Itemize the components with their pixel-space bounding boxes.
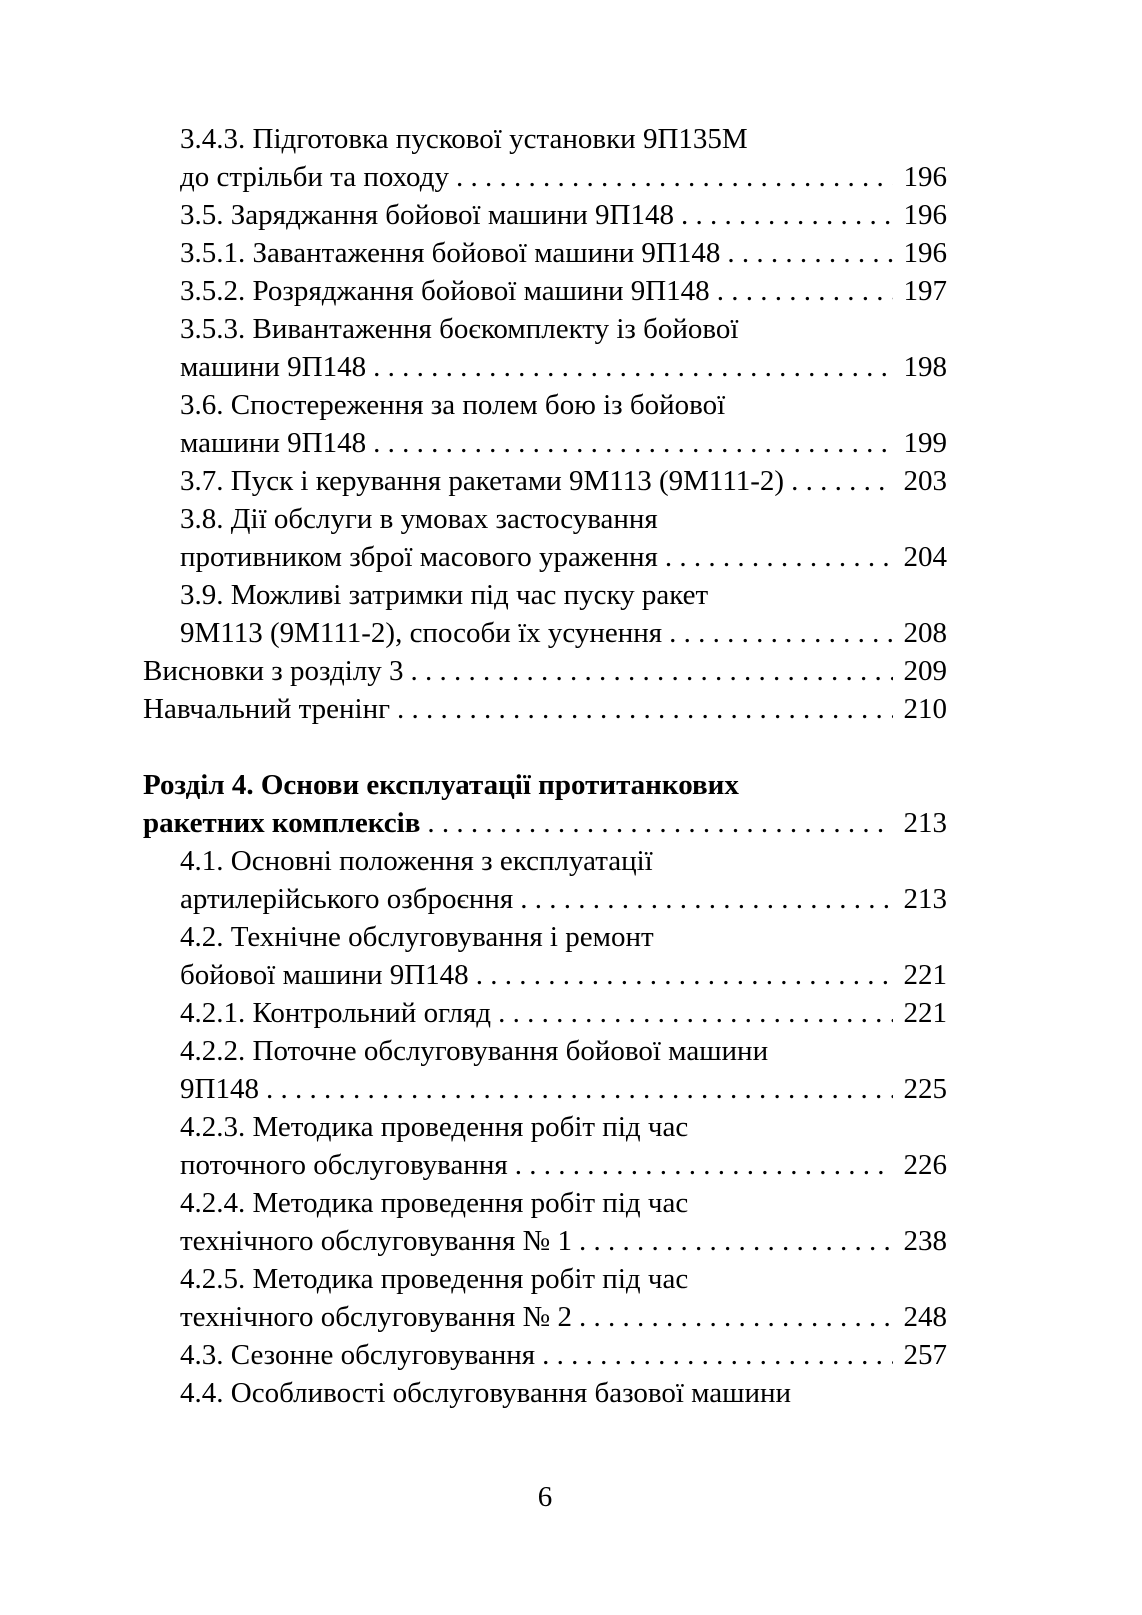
toc-entry bbox=[143, 196, 947, 234]
toc-entry-title: 4.2. Технічне обслуговування і ремонт bbox=[180, 921, 654, 953]
toc-entry-title: 3.6. Спостереження за полем бою із бойової bbox=[180, 389, 726, 421]
page-number: 6 bbox=[537, 1481, 553, 1513]
toc-entry-title: Розділ 4. Основи експлуатації протитанкових bbox=[143, 769, 739, 801]
toc-entry bbox=[143, 310, 947, 348]
dot-leader bbox=[373, 348, 893, 386]
toc-entry bbox=[143, 766, 947, 804]
dot-leader bbox=[727, 234, 893, 272]
toc-entry-page: 226 bbox=[903, 1149, 947, 1181]
dot-leader bbox=[579, 1222, 893, 1260]
dot-leader bbox=[476, 956, 893, 994]
dot-leader bbox=[456, 158, 893, 196]
toc-entry bbox=[143, 842, 947, 880]
toc-entry-title: 3.8. Дії обслуги в умовах застосування bbox=[180, 503, 658, 535]
toc-entry-title: 4.2.2. Поточне обслуговування бойової машини bbox=[180, 1035, 769, 1067]
toc-entry-title: 9П148 bbox=[180, 1073, 259, 1105]
toc-entry-page: 248 bbox=[903, 1301, 947, 1333]
toc-entry bbox=[143, 158, 947, 196]
toc-list bbox=[143, 120, 947, 1412]
toc-entry bbox=[143, 576, 947, 614]
toc-entry-title: ракетних комплексів bbox=[143, 807, 421, 839]
toc-entry-title: поточного обслуговування bbox=[180, 1149, 508, 1181]
toc-entry bbox=[143, 386, 947, 424]
toc-entry-page: 257 bbox=[903, 1339, 947, 1371]
toc-entry-title: 3.7. Пуск і керування ракетами 9М113 (9М111-2) bbox=[180, 465, 785, 497]
toc-entry-title: 4.1. Основні положення з експлуатації bbox=[180, 845, 653, 877]
toc-entry bbox=[143, 1336, 947, 1374]
toc-entry bbox=[143, 956, 947, 994]
toc-entry-page: 209 bbox=[903, 655, 947, 687]
toc-entry-title: Висновки з розділу 3 bbox=[143, 655, 404, 687]
toc-entry-title: 9М113 (9М111-2), способи їх усунення bbox=[180, 617, 663, 649]
toc-entry-page: 221 bbox=[903, 959, 947, 991]
toc-entry-title: 3.5. Заряджання бойової машини 9П148 bbox=[180, 199, 674, 231]
toc-entry-title: 4.3. Сезонне обслуговування bbox=[180, 1339, 536, 1371]
toc-entry-page: 210 bbox=[903, 693, 947, 725]
toc-entry-page: 204 bbox=[903, 541, 947, 573]
toc-entry-page: 199 bbox=[903, 427, 947, 459]
toc-entry-title: 4.2.3. Методика проведення робіт під час bbox=[180, 1111, 689, 1143]
toc-entry bbox=[143, 1146, 947, 1184]
toc-entry bbox=[143, 500, 947, 538]
toc-entry bbox=[143, 614, 947, 652]
toc-entry-title: технічного обслуговування № 2 bbox=[180, 1301, 572, 1333]
toc-entry bbox=[143, 1298, 947, 1336]
toc-entry-page: 221 bbox=[903, 997, 947, 1029]
toc-entry-title: 3.9. Можливі затримки під час пуску ракет bbox=[180, 579, 709, 611]
toc-entry-title: 4.4. Особливості обслуговування базової машини bbox=[180, 1377, 792, 1409]
page-footer bbox=[143, 1478, 947, 1516]
toc-entry bbox=[143, 120, 947, 158]
toc-entry-title: 4.2.1. Контрольний огляд bbox=[180, 997, 492, 1029]
toc-entry bbox=[143, 272, 947, 310]
toc-entry-page: 238 bbox=[903, 1225, 947, 1257]
dot-leader bbox=[427, 804, 893, 842]
dot-leader bbox=[579, 1298, 893, 1336]
toc-entry-title: бойової машини 9П148 bbox=[180, 959, 469, 991]
toc-entry-title: машини 9П148 bbox=[180, 427, 367, 459]
toc-entry bbox=[143, 1260, 947, 1298]
toc-entry-title: 3.4.3. Підготовка пускової установки 9П135М bbox=[180, 123, 748, 155]
toc-entry bbox=[143, 1070, 947, 1108]
toc-entry bbox=[143, 1374, 947, 1412]
toc-entry-title: 4.2.5. Методика проведення робіт під час bbox=[180, 1263, 689, 1295]
toc-entry-page: 225 bbox=[903, 1073, 947, 1105]
toc-entry-title: Навчальний тренінг bbox=[143, 693, 391, 725]
dot-leader bbox=[520, 880, 893, 918]
toc-entry bbox=[143, 234, 947, 272]
toc-entry-title: артилерійського озброєння bbox=[180, 883, 514, 915]
toc-entry bbox=[143, 1108, 947, 1146]
toc-entry bbox=[143, 1184, 947, 1222]
dot-leader bbox=[791, 462, 893, 500]
toc-entry-page: 196 bbox=[903, 161, 947, 193]
toc-entry bbox=[143, 462, 947, 500]
toc-entry-page: 213 bbox=[903, 807, 947, 839]
toc-entry-title: противником зброї масового ураження bbox=[180, 541, 658, 573]
dot-leader bbox=[717, 272, 893, 310]
toc-entry-page: 208 bbox=[903, 617, 947, 649]
toc-entry bbox=[143, 1222, 947, 1260]
toc-entry bbox=[143, 690, 947, 728]
toc-entry bbox=[143, 804, 947, 842]
dot-leader bbox=[397, 690, 893, 728]
dot-leader bbox=[498, 994, 893, 1032]
toc-entry-page: 196 bbox=[903, 199, 947, 231]
toc-entry bbox=[143, 652, 947, 690]
toc-entry bbox=[143, 348, 947, 386]
toc-entry bbox=[143, 880, 947, 918]
toc-entry-page: 197 bbox=[903, 275, 947, 307]
dot-leader bbox=[515, 1146, 893, 1184]
toc-entry bbox=[143, 994, 947, 1032]
toc-entry-title: машини 9П148 bbox=[180, 351, 367, 383]
toc-entry-page: 196 bbox=[903, 237, 947, 269]
dot-leader bbox=[681, 196, 893, 234]
toc-entry-title: технічного обслуговування № 1 bbox=[180, 1225, 572, 1257]
toc-entry bbox=[143, 538, 947, 576]
dot-leader bbox=[665, 538, 893, 576]
toc-entry-title: 4.2.4. Методика проведення робіт під час bbox=[180, 1187, 689, 1219]
toc-entry-page: 198 bbox=[903, 351, 947, 383]
toc-entry-title: 3.5.2. Розряджання бойової машини 9П148 bbox=[180, 275, 710, 307]
toc-entry-title: до стрільби та походу bbox=[180, 161, 449, 193]
toc-entry bbox=[143, 424, 947, 462]
toc-entry-title: 3.5.3. Вивантаження боєкомплекту із бойової bbox=[180, 313, 739, 345]
toc-entry-page: 213 bbox=[903, 883, 947, 915]
dot-leader bbox=[410, 652, 893, 690]
dot-leader bbox=[373, 424, 893, 462]
dot-leader bbox=[542, 1336, 893, 1374]
dot-leader bbox=[266, 1070, 893, 1108]
toc-entry-page: 203 bbox=[903, 465, 947, 497]
toc-entry bbox=[143, 1032, 947, 1070]
dot-leader bbox=[669, 614, 893, 652]
toc-entry bbox=[143, 918, 947, 956]
toc-entry-title: 3.5.1. Завантаження бойової машини 9П148 bbox=[180, 237, 721, 269]
